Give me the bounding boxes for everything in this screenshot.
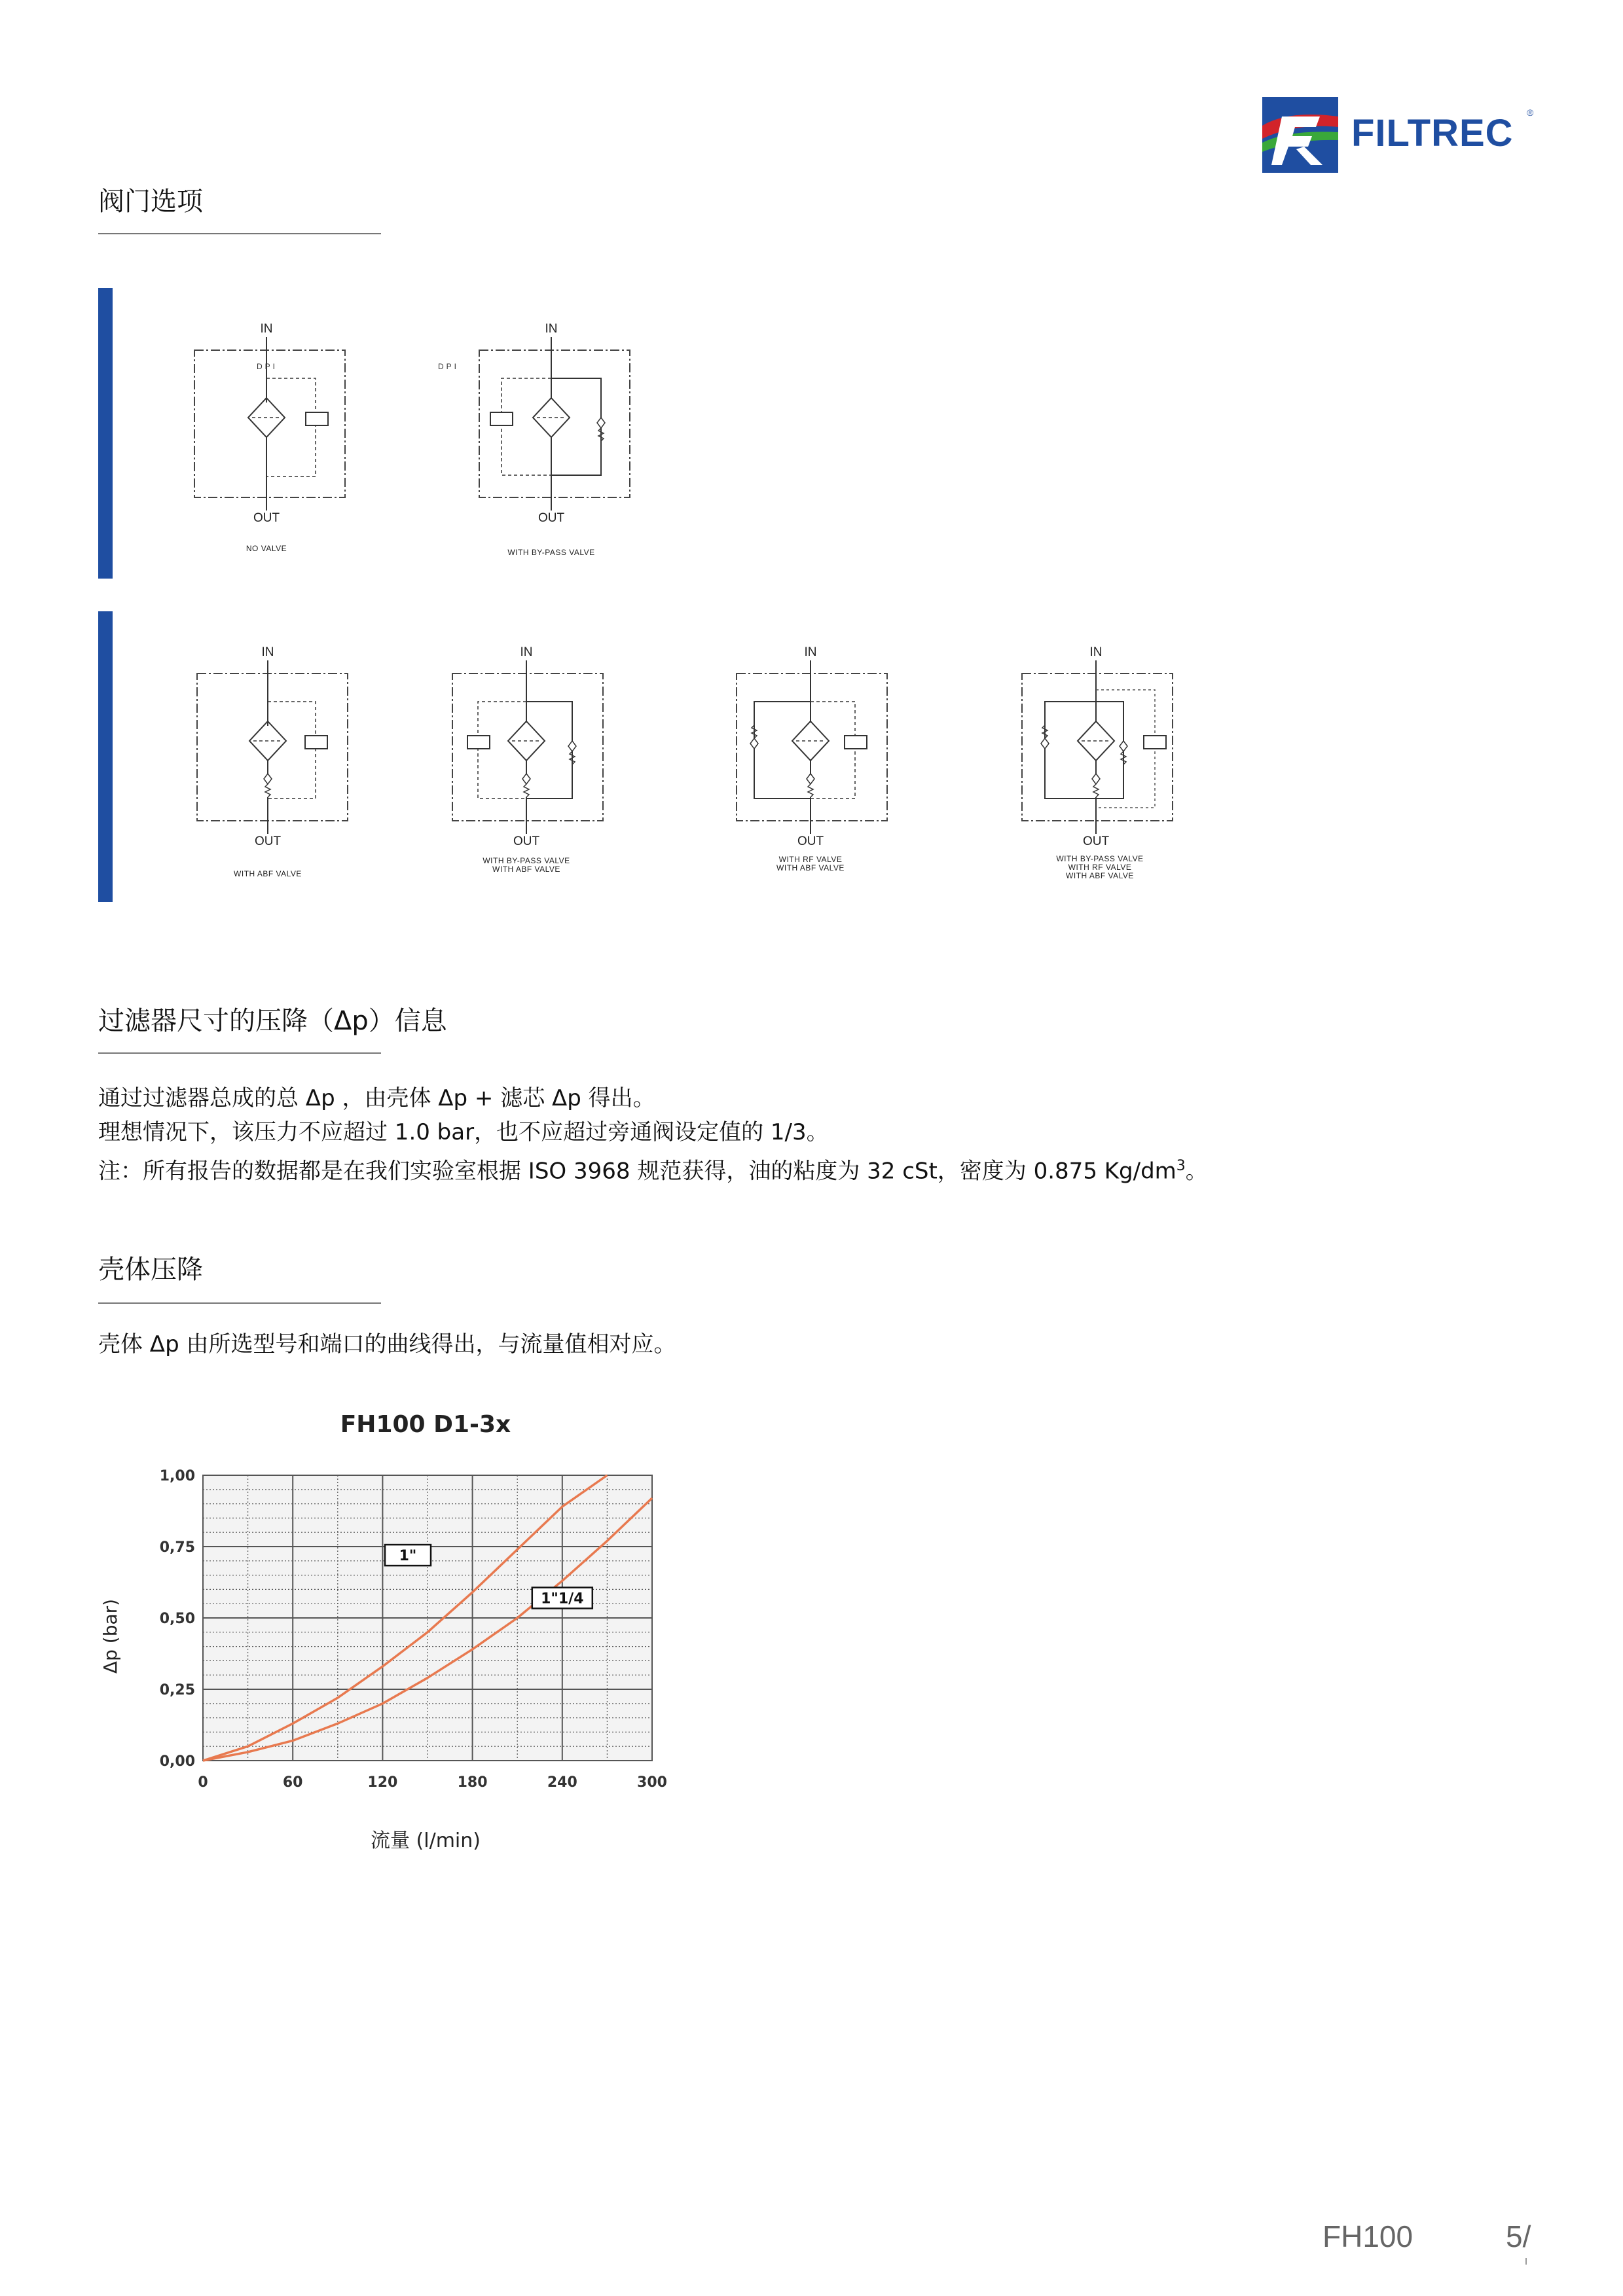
caption-line: WITH ABF VALVE <box>492 865 560 874</box>
caption-line: WITH BY-PASS VALVE <box>483 856 570 865</box>
schematic-bypass-valve <box>435 321 644 565</box>
in-label: IN <box>545 322 558 336</box>
x-tick-label: 120 <box>367 1774 398 1791</box>
note-text: 注：所有报告的数据都是在我们实验室根据 ISO 3968 规范获得，油的粘度为 32 cSt，密度为 0.875 Kg/dm <box>98 1158 1176 1185</box>
heading-rule <box>98 1052 381 1054</box>
y-axis-label: Δp (bar) <box>100 1598 121 1674</box>
out-label: OUT <box>254 834 282 848</box>
series-label: 1" <box>399 1548 417 1565</box>
filtrec-logo-mark <box>1262 97 1338 173</box>
paragraph-line: 理想情况下，该压力不应超过 1.0 bar，也不应超过旁通阀设定值的 1/3。 <box>98 1119 829 1145</box>
section-bar-row1 <box>98 288 113 579</box>
caption-line: WITH ABF VALVE <box>1066 871 1134 880</box>
in-label: IN <box>260 322 273 336</box>
caption-no-valve: NO VALVE <box>246 544 287 553</box>
out-label: OUT <box>513 834 540 848</box>
footer-model: FH100 <box>1322 2219 1413 2253</box>
schematic-rf-abf-valve <box>733 644 897 889</box>
heading-rule <box>98 233 381 234</box>
x-tick-label: 240 <box>547 1774 577 1791</box>
dpi-label: DPI <box>257 362 278 371</box>
footer-page: 5/ <box>1506 2219 1531 2253</box>
y-tick-label: 0,50 <box>159 1611 195 1627</box>
in-label: IN <box>261 645 274 659</box>
note-end: 。 <box>1185 1158 1208 1185</box>
in-label: IN <box>1089 645 1103 659</box>
in-label: IN <box>804 645 817 659</box>
out-label: OUT <box>797 834 824 848</box>
caption-line: WITH ABF VALVE <box>234 869 302 878</box>
x-tick-label: 60 <box>282 1774 303 1791</box>
paragraph-line: 通过过滤器总成的总 Δp ，由壳体 Δp + 滤芯 Δp 得出。 <box>98 1085 655 1111</box>
out-label: OUT <box>253 511 280 525</box>
section-heading-pressure-drop: 过滤器尺寸的压降（Δp）信息 <box>98 1006 447 1036</box>
y-tick-label: 0,00 <box>159 1753 195 1770</box>
heading-rule <box>98 1302 381 1304</box>
x-tick-label: 180 <box>457 1774 488 1791</box>
brand-name: FILTREC <box>1351 112 1514 154</box>
y-tick-label: 0,75 <box>159 1539 195 1556</box>
footer-mark <box>1525 2258 1527 2265</box>
caption-line: WITH RF VALVE <box>778 855 843 864</box>
paragraph-housing: 壳体 Δp 由所选型号和端口的曲线得出，与流量值相对应。 <box>98 1331 676 1357</box>
chart-title: FH100 D1-3x <box>340 1411 511 1438</box>
out-label: OUT <box>1082 834 1110 848</box>
section-bar-row2 <box>98 611 113 902</box>
schematic-abf-valve <box>194 644 357 889</box>
in-label: IN <box>520 645 533 659</box>
schematic-bypass-abf-valve <box>449 644 613 889</box>
schematic-no-valve <box>191 321 355 565</box>
x-tick-label: 300 <box>637 1774 667 1791</box>
schematic-bypass-rf-abf-valve <box>1019 644 1189 895</box>
y-tick-label: 1,00 <box>159 1468 195 1484</box>
filtrec-logo <box>1262 97 1537 174</box>
caption-line: WITH ABF VALVE <box>776 863 845 872</box>
caption-bypass-valve: WITH BY-PASS VALVE <box>507 548 595 557</box>
x-tick-label: 0 <box>198 1774 208 1791</box>
registered-mark: ® <box>1527 107 1534 118</box>
chart-grid <box>203 1475 652 1761</box>
out-label: OUT <box>538 511 565 525</box>
chart-svg <box>85 1394 714 1865</box>
pressure-drop-chart <box>85 1394 714 1865</box>
section-heading-housing-drop: 壳体压降 <box>98 1255 203 1285</box>
section-heading-valve-options: 阀门选项 <box>98 187 203 217</box>
y-tick-label: 0,25 <box>159 1682 195 1698</box>
caption-line: WITH RF VALVE <box>1068 863 1132 872</box>
paragraph-note <box>98 1149 1208 1188</box>
x-axis-label: 流量 (l/min) <box>371 1829 481 1852</box>
dpi-label: DPI <box>438 362 460 371</box>
series-label: 1"1/4 <box>541 1590 584 1607</box>
superscript: 3 <box>1176 1158 1186 1174</box>
caption-line: WITH BY-PASS VALVE <box>1056 854 1144 863</box>
